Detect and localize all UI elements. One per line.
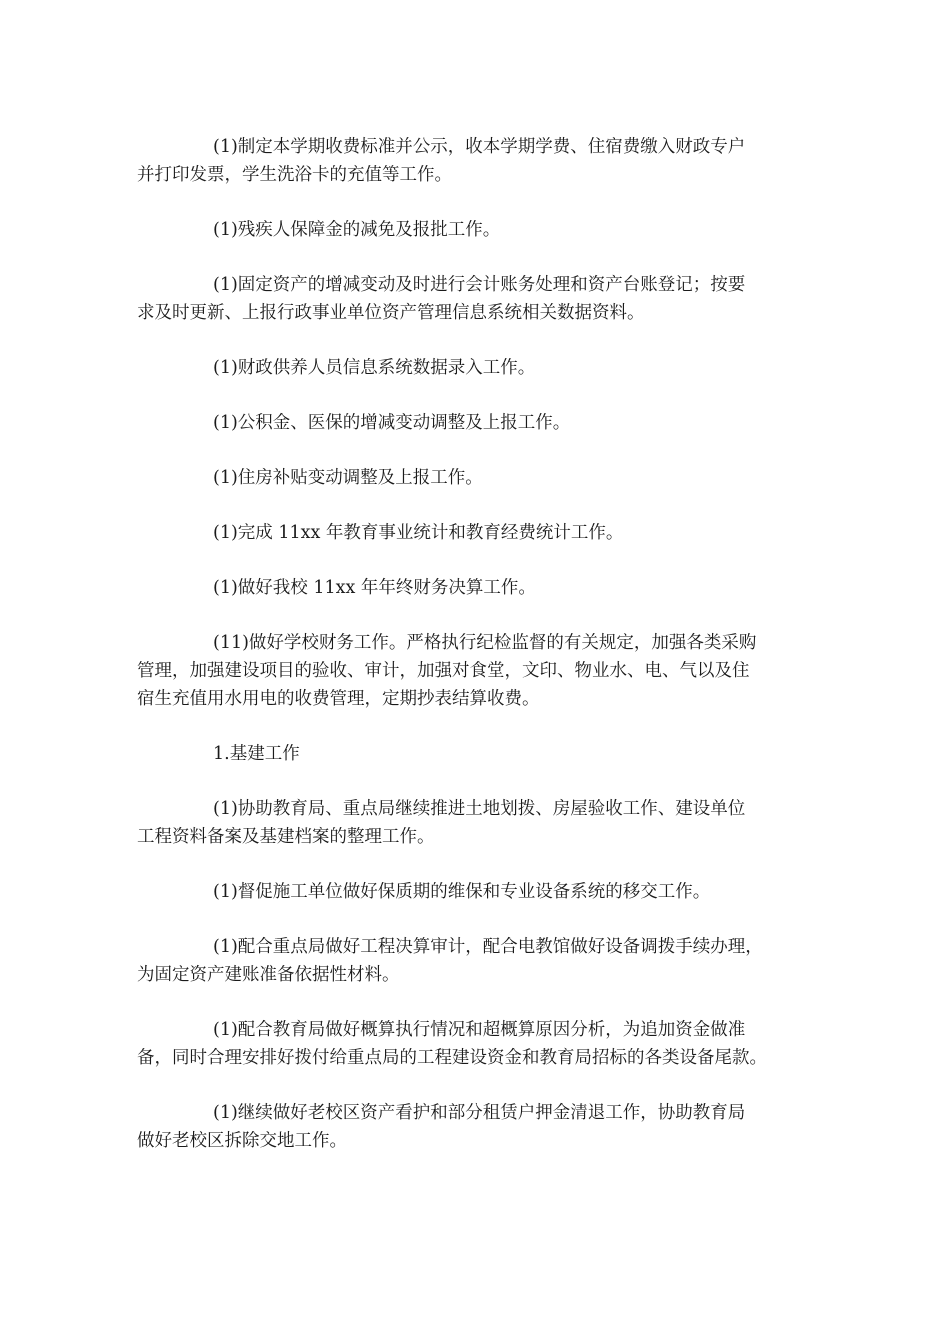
paragraph-line: 管理，加强建设项目的验收、审计，加强对食堂，文印、物业水、电、气以及住 bbox=[137, 661, 750, 681]
paragraph-line: (1)住房补贴变动调整及上报工作。 bbox=[213, 468, 483, 488]
paragraph-line: (1)做好我校 11xx 年年终财务决算工作。 bbox=[213, 578, 536, 598]
paragraph bbox=[137, 933, 827, 989]
paragraph-line: 备，同时合理安排好拨付给重点局的工程建设资金和教育局招标的各类设备尾款。 bbox=[137, 1048, 767, 1068]
paragraph bbox=[137, 1016, 827, 1072]
paragraph bbox=[137, 133, 827, 189]
paragraph-line: (1)配合重点局做好工程决算审计，配合电教馆做好设备调拨手续办理， bbox=[213, 937, 763, 957]
paragraph-line: (1)固定资产的增减变动及时进行会计账务处理和资产台账登记；按要 bbox=[213, 275, 746, 295]
document-body bbox=[137, 133, 827, 1182]
paragraph bbox=[137, 519, 827, 547]
paragraph-line: (1)制定本学期收费标准并公示，收本学期学费、住宿费缴入财政专户 bbox=[213, 137, 746, 157]
paragraph bbox=[137, 216, 827, 244]
paragraph bbox=[137, 878, 827, 906]
paragraph-line: (1)继续做好老校区资产看护和部分租赁户押金清退工作，协助教育局 bbox=[213, 1103, 746, 1123]
paragraph bbox=[137, 629, 827, 713]
paragraph-line: (1)完成 11xx 年教育事业统计和教育经费统计工作。 bbox=[213, 523, 624, 543]
paragraph bbox=[137, 354, 827, 382]
paragraph-line: (11)做好学校财务工作。严格执行纪检监督的有关规定，加强各类采购 bbox=[213, 633, 757, 653]
section-heading bbox=[137, 740, 827, 768]
paragraph-line: 求及时更新、上报行政事业单位资产管理信息系统相关数据资料。 bbox=[137, 303, 645, 323]
paragraph-line: (1)配合教育局做好概算执行情况和超概算原因分析，为追加资金做准 bbox=[213, 1020, 746, 1040]
paragraph-line: (1)协助教育局、重点局继续推进土地划拨、房屋验收工作、建设单位 bbox=[213, 799, 746, 819]
paragraph bbox=[137, 795, 827, 851]
paragraph-line: (1)残疾人保障金的减免及报批工作。 bbox=[213, 220, 501, 240]
paragraph-line: 为固定资产建账准备依据性材料。 bbox=[137, 965, 400, 985]
paragraph bbox=[137, 574, 827, 602]
paragraph-line: 工程资料备案及基建档案的整理工作。 bbox=[137, 827, 435, 847]
paragraph-line: 并打印发票，学生洗浴卡的充值等工作。 bbox=[137, 165, 452, 185]
paragraph-line: 宿生充值用水用电的收费管理，定期抄表结算收费。 bbox=[137, 689, 540, 709]
paragraph-line: (1)督促施工单位做好保质期的维保和专业设备系统的移交工作。 bbox=[213, 882, 711, 902]
paragraph bbox=[137, 1099, 827, 1155]
paragraph-line: (1)公积金、医保的增减变动调整及上报工作。 bbox=[213, 413, 571, 433]
paragraph bbox=[137, 271, 827, 327]
paragraph bbox=[137, 464, 827, 492]
paragraph bbox=[137, 409, 827, 437]
paragraph-line: 1.基建工作 bbox=[213, 744, 300, 764]
paragraph-line: 做好老校区拆除交地工作。 bbox=[137, 1131, 347, 1151]
paragraph-line: (1)财政供养人员信息系统数据录入工作。 bbox=[213, 358, 536, 378]
